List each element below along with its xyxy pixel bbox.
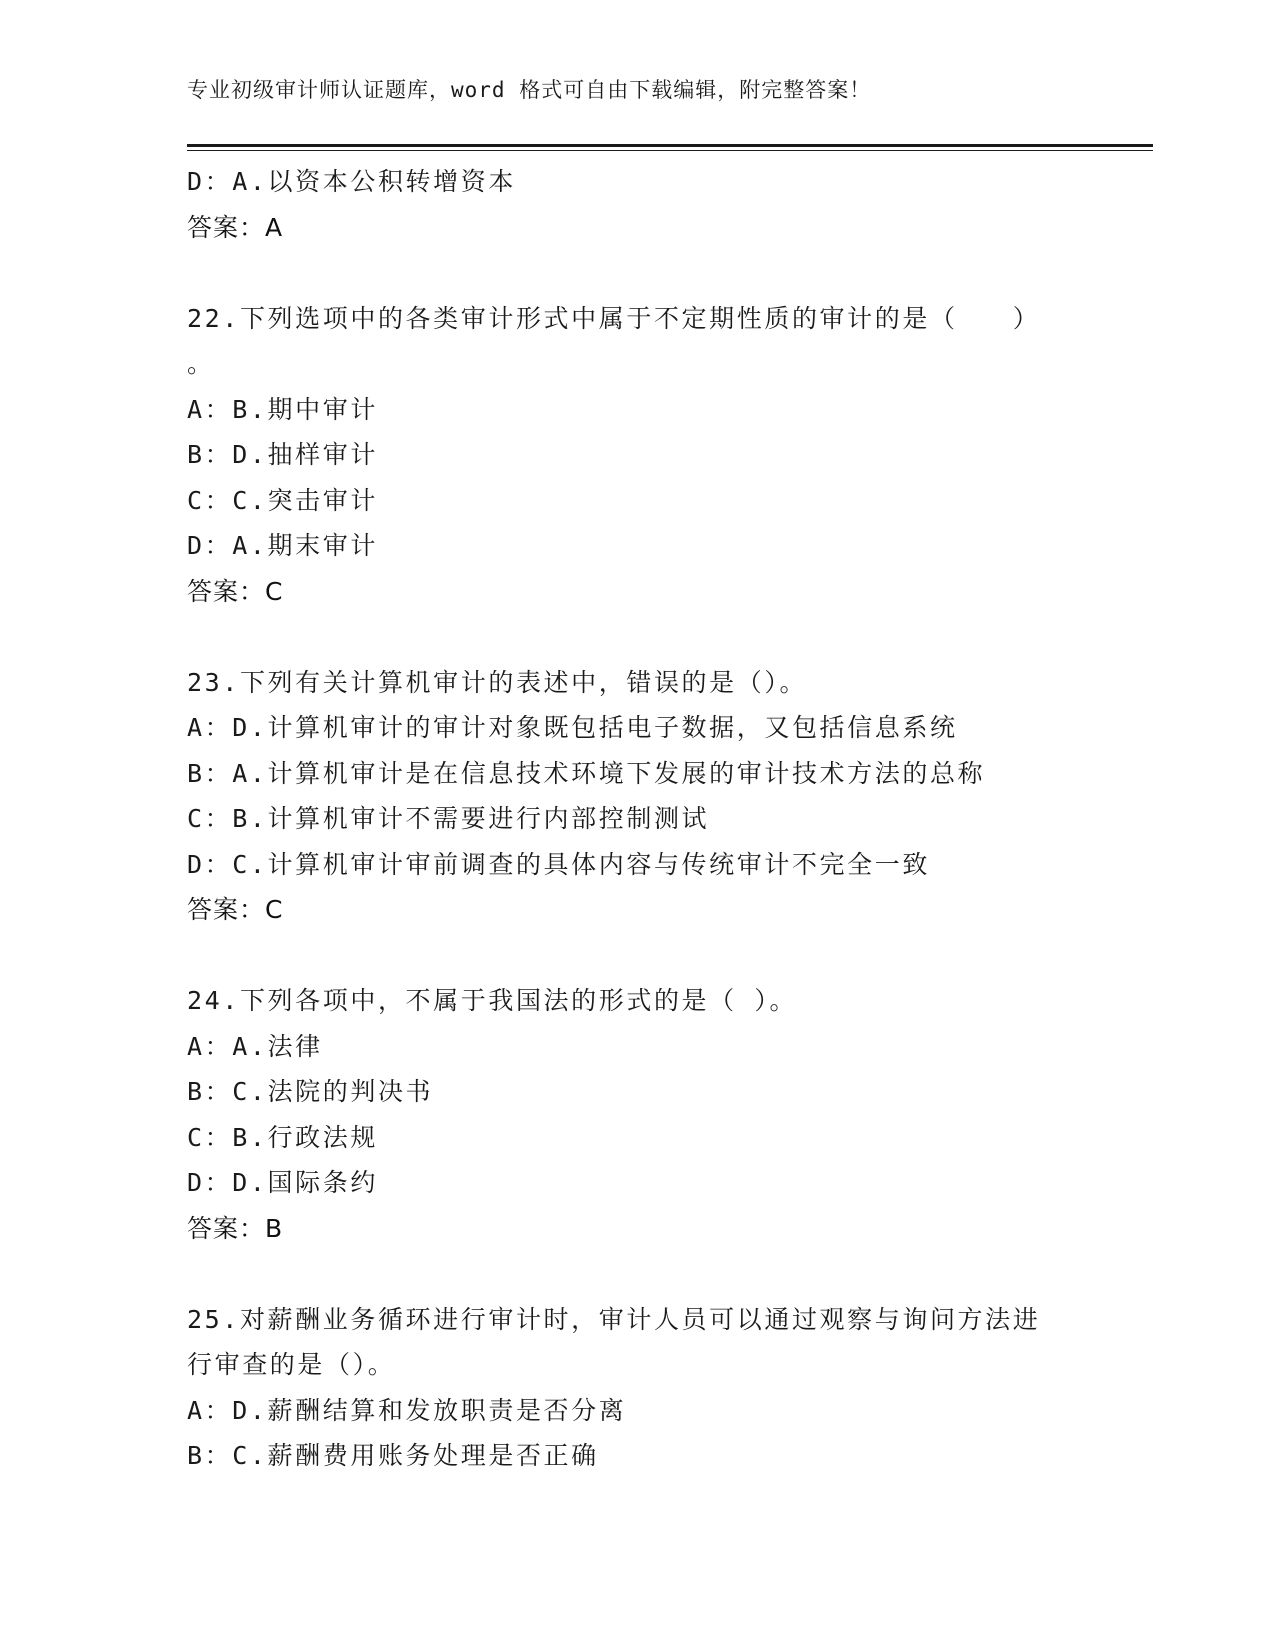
question-line: 25.对薪酬业务循环进行审计时，审计人员可以通过观察与询问方法进	[187, 1304, 1041, 1334]
question-line: 。	[187, 349, 215, 378]
option-line: C：C.突击审计	[187, 485, 378, 515]
blank-line	[187, 933, 1087, 979]
option-line: B：C.法院的判决书	[187, 1077, 434, 1106]
option-line: B：D.抽样审计	[187, 440, 378, 469]
page-header: 专业初级审计师认证题库，word 格式可自由下载编辑，附完整答案！	[187, 78, 872, 102]
header-rule-thick	[187, 144, 1153, 147]
blank-line	[187, 1251, 1087, 1297]
option-line: A：D.计算机审计的审计对象既包括电子数据，又包括信息系统	[187, 713, 958, 742]
option-line: D：D.国际条约	[187, 1168, 378, 1197]
answer-line: 答案：B	[187, 1213, 284, 1243]
blank-line	[187, 614, 1087, 660]
option-line: B：C.薪酬费用账务处理是否正确	[187, 1441, 599, 1470]
answer-line: 答案：C	[187, 576, 284, 606]
question-content	[187, 159, 1087, 1479]
question-line: 行审查的是（）。	[187, 1350, 396, 1379]
option-line: D：A.期末审计	[187, 531, 378, 560]
question-line: 24.下列各项中，不属于我国法的形式的是（ ）。	[187, 986, 798, 1015]
option-line: D：A.以资本公积转增资本	[187, 167, 516, 196]
option-line: B：A.计算机审计是在信息技术环境下发展的审计技术方法的总称	[187, 758, 986, 788]
answer-line: 答案：A	[187, 212, 284, 242]
blank-line	[187, 250, 1087, 296]
option-line: A：B.期中审计	[187, 394, 378, 424]
option-line: A：A.法律	[187, 1031, 323, 1061]
question-line: 22.下列选项中的各类审计形式中属于不定期性质的审计的是（ ）	[187, 303, 1041, 333]
option-line: A：D.薪酬结算和发放职责是否分离	[187, 1395, 627, 1425]
option-line: C：B.行政法规	[187, 1122, 378, 1152]
option-line: C：B.计算机审计不需要进行内部控制测试	[187, 804, 710, 833]
question-line: 23.下列有关计算机审计的表述中，错误的是（）。	[187, 667, 808, 697]
option-line: D：C.计算机审计审前调查的具体内容与传统审计不完全一致	[187, 849, 930, 879]
answer-line: 答案：C	[187, 895, 284, 924]
header-rule-thin	[187, 150, 1153, 151]
